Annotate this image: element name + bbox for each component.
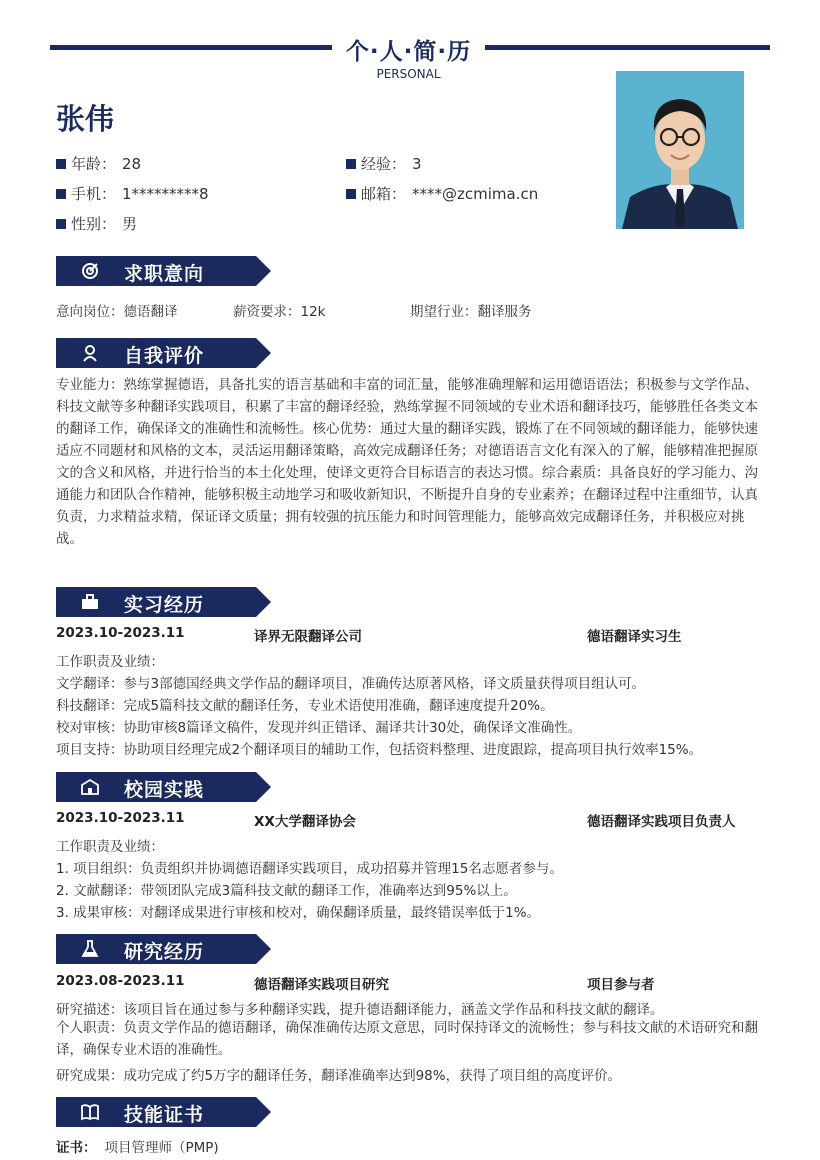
person-icon	[80, 344, 100, 362]
email-label: 邮箱：	[361, 185, 407, 203]
age-label: 年龄：	[71, 155, 117, 173]
campus-date: 2023.10-2023.11	[56, 810, 185, 826]
document-subtitle: PERSONAL	[376, 67, 441, 81]
document-title: 个·人·简·历	[345, 39, 472, 65]
section-title: 校园实践	[124, 779, 205, 801]
intent-salary: 薪资要求：12k	[233, 304, 326, 320]
internship-line: 项目支持：协助项目经理完成2个翻译项目的辅助工作，包括资料整理、进度跟踪，提高项目执行效率15%。	[56, 742, 703, 758]
section-header-internship	[56, 587, 271, 617]
self-evaluation-text: 专业能力：熟练掌握德语，具备扎实的语言基础和丰富的词汇量，能够准确理解和运用德语语法；积极参与文学作品、科技文献等多种翻译实践项目，积累了丰富的翻译经验，熟练掌握不同领域的专业术语和翻译技巧，能够胜任各类文本的翻译工作，确保译文的准确性和流畅性。核心优势：通过大量的翻译实践，锻炼了在不同领域的翻译能力，能够快速适应不同题材和风格的文本，灵活运用翻译策略，高效完成翻译任务；对德语语言文化有深入的了解，能够精准把握原文的含义和风格，并进行恰当的本土化处理，使译文更符合目标语言的表达习惯。综合素质：具备良好的学习能力、沟通能力和团队合作精神，能够积极主动地学习和吸收新知识，不断提升自身的专业素养；在翻译过程中注重细节，认真负责，力求精益求精，保证译文质量；拥有较强的抗压能力和时间管理能力，能够高效完成翻译任务，并积极应对挑战。	[56, 377, 758, 547]
bullet-square	[346, 189, 356, 199]
email-field	[346, 183, 538, 204]
bullet-square	[346, 159, 356, 169]
header-rule-right	[485, 45, 770, 50]
campus-line: 3. 成果审核：对翻译成果进行审核和校对，确保翻译质量，最终错误率低于1%。	[56, 905, 541, 921]
age-value: 28	[122, 154, 142, 173]
campus-role: 德语翻译实践项目负责人	[587, 814, 736, 830]
campus-line: 1. 项目组织：负责组织并协调德语翻译实践项目，成功招募并管理15名志愿者参与。	[56, 861, 563, 877]
intent-industry: 期望行业：翻译服务	[410, 304, 532, 320]
header-rule-left	[50, 45, 332, 50]
experience-label: 经验：	[361, 155, 407, 173]
section-title: 自我评价	[124, 345, 205, 367]
certificate-line	[56, 1136, 768, 1156]
research-result: 研究成果：成功完成了约5万字的翻译任务，翻译准确率达到98%，获得了项目组的高度评价。	[56, 1068, 622, 1084]
internship-role: 德语翻译实习生	[587, 629, 682, 645]
research-role: 项目参与者	[587, 977, 655, 993]
research-date: 2023.08-2023.11	[56, 973, 185, 989]
internship-line: 工作职责及业绩：	[56, 654, 164, 670]
school-icon	[80, 778, 100, 796]
campus-line: 2. 文献翻译：带领团队完成3篇科技文献的翻译工作，准确率达到95%以上。	[56, 883, 517, 899]
candidate-name: 张伟	[56, 102, 115, 136]
campus-line: 工作职责及业绩：	[56, 839, 164, 855]
age-field	[56, 153, 141, 174]
internship-line: 科技翻译：完成5篇科技文献的翻译任务，专业术语使用准确，翻译速度提升20%。	[56, 698, 554, 714]
target-icon	[80, 262, 100, 280]
section-header-skills	[56, 1097, 271, 1127]
certificate-value: 项目管理师（PMP)	[104, 1140, 219, 1156]
research-org: 德语翻译实践项目研究	[254, 977, 389, 993]
gender-label: 性别：	[71, 215, 117, 233]
campus-header-row	[56, 810, 768, 830]
section-header-self	[56, 338, 271, 368]
section-title: 实习经历	[124, 594, 205, 616]
book-icon	[80, 1103, 100, 1121]
experience-field	[346, 153, 422, 174]
profile-photo	[616, 71, 744, 229]
phone-field	[56, 183, 209, 204]
section-title: 研究经历	[124, 941, 205, 963]
phone-value: 1*********8	[122, 184, 209, 203]
internship-org: 译界无限翻译公司	[254, 629, 362, 645]
internship-header-row	[56, 625, 768, 645]
bullet-square	[56, 159, 66, 169]
certificate-label: 证书：	[56, 1140, 97, 1156]
phone-label: 手机：	[71, 185, 117, 203]
research-duty: 个人职责：负责文学作品的德语翻译，确保准确传达原文意思，同时保持译文的流畅性；参与科技文献的术语研究和翻译，确保专业术语的准确性。	[56, 1020, 758, 1058]
bullet-square	[56, 189, 66, 199]
intent-position: 意向岗位：德语翻译	[56, 304, 178, 320]
gender-field	[56, 213, 137, 234]
section-header-campus	[56, 772, 271, 802]
section-title: 求职意向	[124, 263, 205, 285]
internship-line: 文学翻译：参与3部德国经典文学作品的翻译项目，准确传达原著风格，译文质量获得项目组认可。	[56, 676, 646, 692]
flask-icon	[80, 940, 100, 958]
section-title: 技能证书	[124, 1104, 205, 1126]
email-value: ****@zcmima.cn	[412, 184, 539, 203]
internship-date: 2023.10-2023.11	[56, 625, 185, 641]
section-header-research	[56, 934, 271, 964]
gender-value: 男	[122, 215, 138, 233]
research-header-row	[56, 973, 768, 993]
research-description: 研究描述：该项目旨在通过参与多种翻译实践，提升德语翻译能力，涵盖文学作品和科技文献的翻译。	[56, 1002, 664, 1018]
section-header-intent	[56, 256, 271, 286]
campus-org: XX大学翻译协会	[254, 814, 356, 830]
internship-line: 校对审核：协助审核8篇译文稿件，发现并纠正错译、漏译共计30处，确保译文准确性。	[56, 720, 582, 736]
briefcase-icon	[80, 593, 100, 611]
bullet-square	[56, 219, 66, 229]
experience-value: 3	[412, 154, 422, 173]
